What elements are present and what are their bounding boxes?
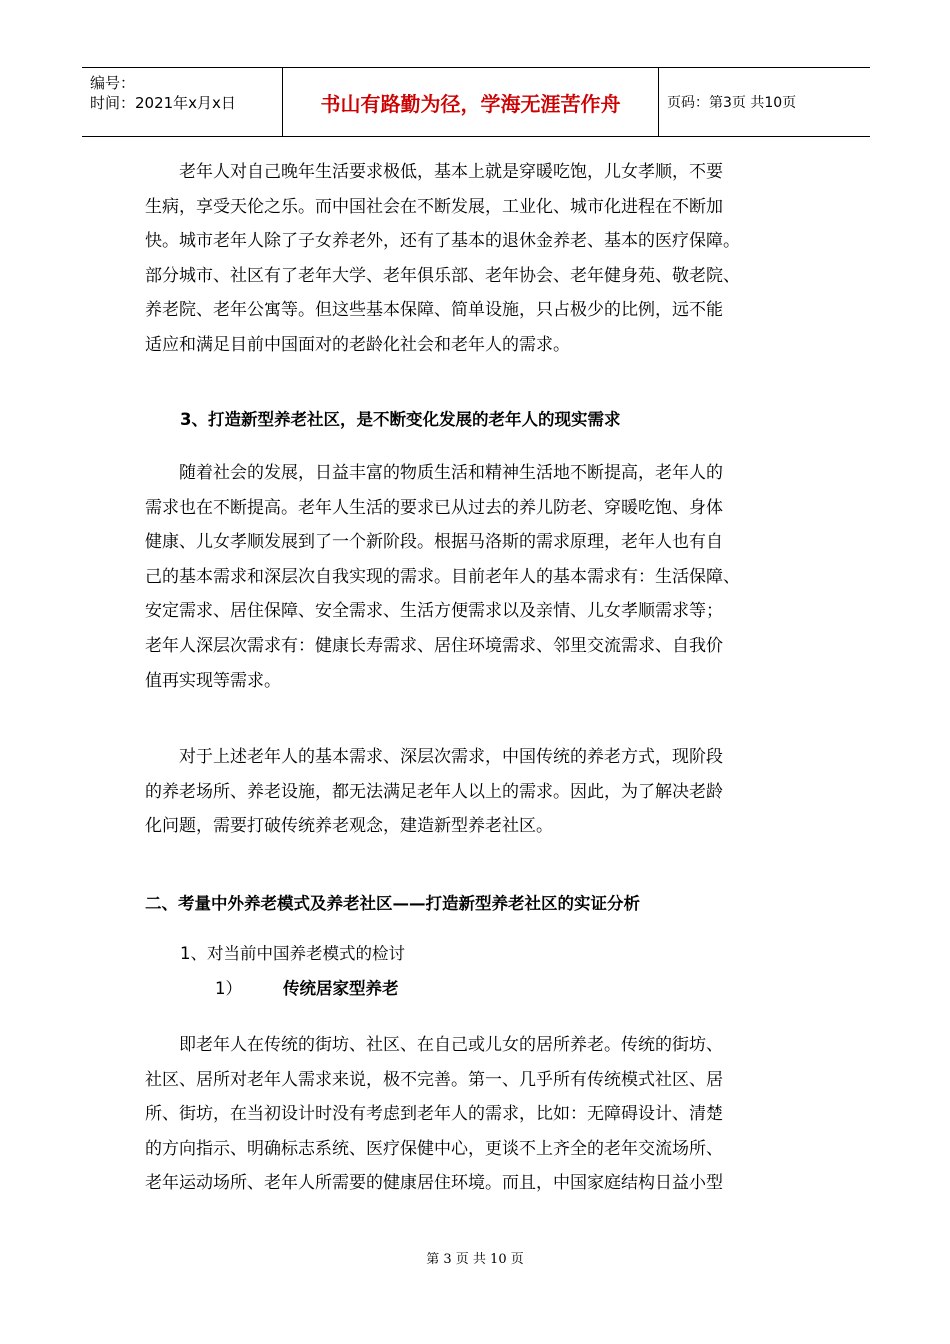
paragraph-2 bbox=[145, 456, 805, 698]
page-footer: 第 3 页 共 10 页 bbox=[426, 1252, 524, 1267]
paragraph-line: 对于上述老年人的基本需求、深层次需求，中国传统的养老方式，现阶段 bbox=[179, 747, 723, 767]
page-header bbox=[82, 67, 870, 137]
section-2-heading: 二、考量中外养老模式及养老社区——打造新型养老社区的实证分析 bbox=[145, 894, 640, 913]
paragraph-line: 健康、儿女孝顺发展到了一个新阶段。根据马洛斯的需求原理，老年人也有自 bbox=[145, 532, 723, 553]
paragraph-line: 安定需求、居住保障、安全需求、生活方便需求以及亲情、儿女孝顺需求等； bbox=[145, 601, 723, 622]
header-motto: 书山有路勤为径，学海无涯苦作舟 bbox=[283, 68, 659, 136]
paragraph-line: 老年运动场所、老年人所需要的健康居住环境。而且，中国家庭结构日益小型 bbox=[145, 1173, 723, 1194]
paragraph-line: 老年人深层次需求有：健康长寿需求、居住环境需求、邻里交流需求、自我价 bbox=[145, 635, 723, 656]
paragraph-3 bbox=[145, 740, 805, 844]
paragraph-line: 生病，享受天伦之乐。而中国社会在不断发展，工业化、城市化进程在不断加 bbox=[145, 196, 723, 217]
subheading-1: 1、对当前中国养老模式的检讨 bbox=[180, 944, 405, 963]
paragraph-line: 值再实现等需求。 bbox=[145, 670, 281, 691]
paragraph-line: 的养老场所、养老设施，都无法满足老年人以上的需求。因此，为了解决老龄 bbox=[145, 781, 723, 802]
paragraph-line: 己的基本需求和深层次自我实现的需求。目前老年人的基本需求有：生活保障、 bbox=[145, 566, 740, 587]
subheading-1-1-title: 传统居家型养老 bbox=[283, 979, 399, 998]
paragraph-line: 社区、居所对老年人需求来说，极不完善。第一、几乎所有传统模式社区、居 bbox=[145, 1069, 723, 1090]
paragraph-line: 的方向指示、明确标志系统、医疗保健中心，更谈不上齐全的老年交流场所、 bbox=[145, 1138, 723, 1159]
paragraph-line: 即老年人在传统的街坊、社区、在自己或儿女的居所养老。传统的街坊、 bbox=[179, 1035, 723, 1055]
paragraph-line: 需求也在不断提高。老年人生活的要求已从过去的养儿防老、穿暖吃饱、身体 bbox=[145, 497, 723, 518]
header-meta bbox=[82, 68, 283, 136]
paragraph-4 bbox=[145, 1028, 805, 1201]
paragraph-line: 快。城市老年人除了子女养老外，还有了基本的退休金养老、基本的医疗保障。 bbox=[145, 231, 740, 252]
time-label: 时间：2021年x月x日 bbox=[90, 94, 236, 112]
header-page-info: 页码：第3页 共10页 bbox=[667, 95, 797, 111]
number-label: 编号： bbox=[90, 74, 136, 92]
paragraph-1 bbox=[145, 155, 805, 363]
paragraph-line: 老年人对自己晚年生活要求极低，基本上就是穿暖吃饱，儿女孝顺，不要 bbox=[179, 162, 723, 182]
paragraph-line: 适应和满足目前中国面对的老龄化社会和老年人的需求。 bbox=[145, 334, 570, 355]
paragraph-line: 部分城市、社区有了老年大学、老年俱乐部、老年协会、老年健身苑、敬老院、 bbox=[145, 265, 740, 286]
paragraph-line: 养老院、老年公寓等。但这些基本保障、简单设施，只占极少的比例，远不能 bbox=[145, 300, 723, 321]
paragraph-line: 随着社会的发展，日益丰富的物质生活和精神生活地不断提高，老年人的 bbox=[179, 463, 723, 483]
subheading-1-1-number: 1） bbox=[215, 979, 242, 998]
heading-3: 3、打造新型养老社区，是不断变化发展的老年人的现实需求 bbox=[180, 410, 621, 429]
paragraph-line: 所、街坊，在当初设计时没有考虑到老年人的需求，比如：无障碍设计、清楚 bbox=[145, 1104, 723, 1125]
paragraph-line: 化问题，需要打破传统养老观念，建造新型养老社区。 bbox=[145, 816, 553, 837]
